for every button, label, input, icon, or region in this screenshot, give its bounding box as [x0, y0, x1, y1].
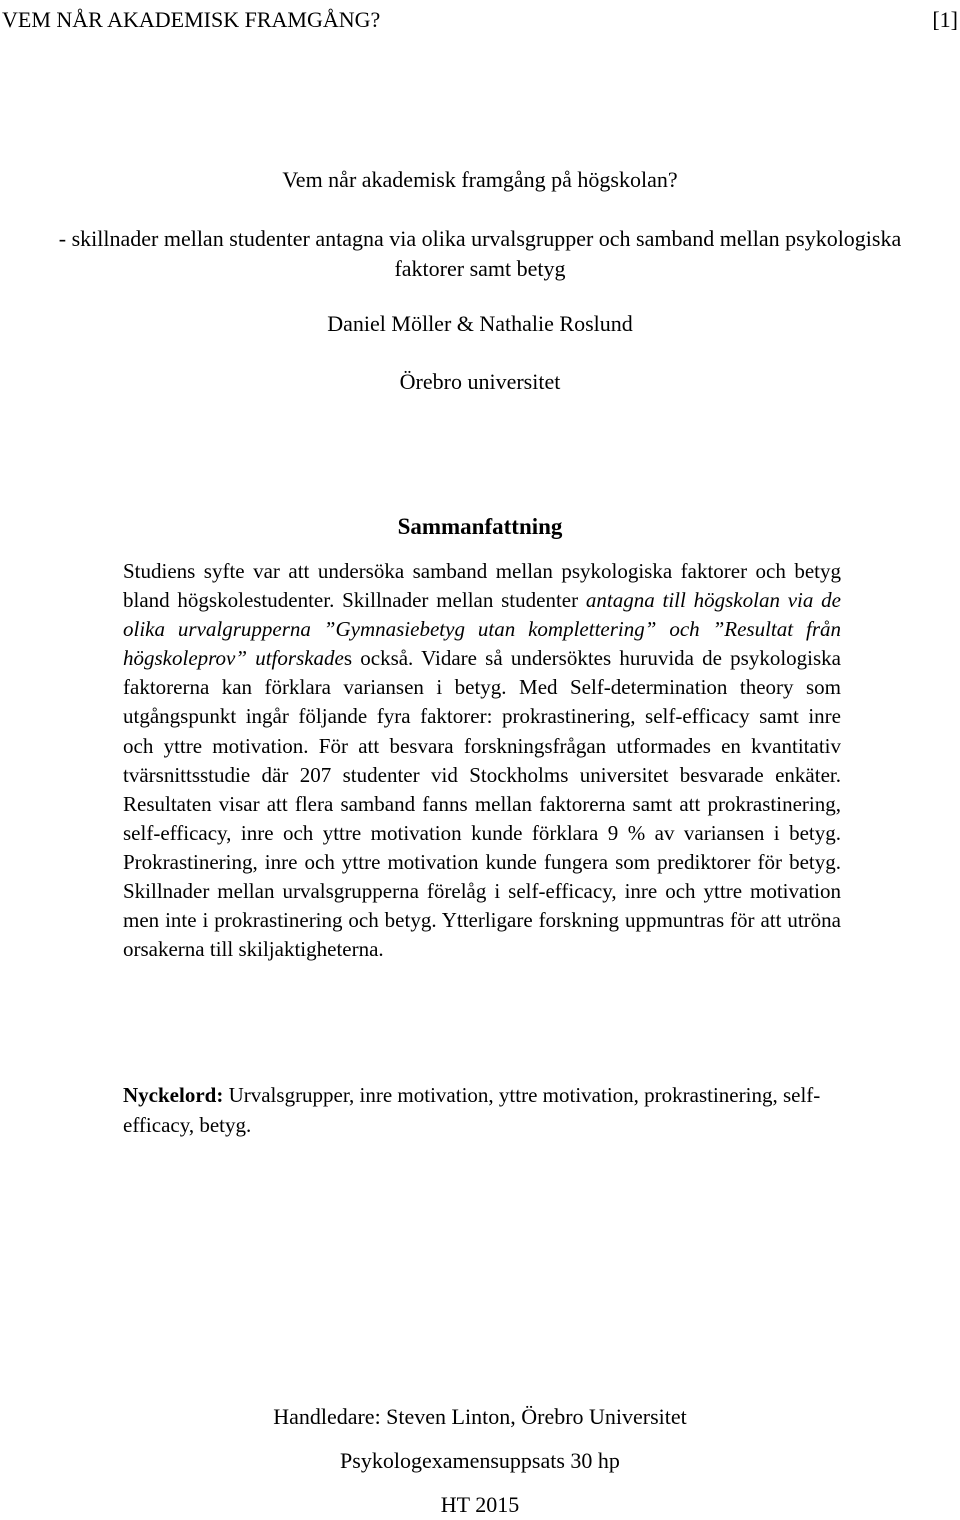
abstract-text-italic: antagna till högskolan via de olika urvalgrupperna ”Gymnasiebetyg utan komplettering” och ”Resultat från högskoleprov” utforskade	[123, 588, 841, 671]
abstract-text-part-2: s också. Vidare så undersöktes huruvida de psykologiska faktorerna kan förklara variansen i betyg. Med Self-determination theory som utgångspunkt ingår följande fyra faktorer: prokrastinering, self-efficacy samt inre och yttre motivation. För att besvara forskningsfrågan utformades en kvantitativ tvärsnittsstudie där 207 studenter vid Stockholms universitet besvarade enkäter. Resultaten visar att flera samband fanns mellan faktorerna samt att prokrastinering, self-efficacy, inre och yttre motivation kunde förklara 9 % av variansen i betyg. Prokrastinering, inre och yttre motivation kunde fungera som prediktorer för betyg. Skillnader mellan urvalsgrupperna förelåg i self-efficacy, inre och yttre motivation men inte i prokrastinering och betyg. Ytterligare forskning uppmuntras för att utröna orsakerna till skiljaktigheterna.	[123, 646, 842, 962]
keywords	[123, 1081, 841, 1140]
running-head	[0, 4, 960, 36]
abstract-body	[123, 557, 841, 964]
running-head-title: VEM NÅR AKADEMISK FRAMGÅNG?	[2, 7, 381, 32]
term: HT 2015	[440, 1492, 520, 1517]
institution: Örebro universitet	[399, 369, 561, 394]
program: Psykologexamensuppsats 30 hp	[340, 1448, 620, 1473]
authors: Daniel Möller & Nathalie Roslund	[327, 311, 633, 336]
abstract-heading: Sammanfattning	[397, 514, 563, 539]
keywords-label: Nyckelord:	[123, 1083, 224, 1107]
keywords-text: Urvalsgrupper, inre motivation, yttre motivation, prokrastinering, self-efficacy, betyg.	[123, 1083, 821, 1137]
thesis-title: Vem når akademisk framgång på högskolan?	[282, 167, 678, 192]
abstract-text-part-1: Studiens syfte var att undersöka samband mellan psykologiska faktorer och betyg bland högskolestudenter. Skillnader mellan studenter	[123, 559, 841, 613]
thesis-subtitle: - skillnader mellan studenter antagna via olika urvalsgrupper och samband mellan psykologiska faktorer samt betyg	[58, 226, 902, 281]
supervisor: Handledare: Steven Linton, Örebro Universitet	[273, 1404, 687, 1429]
page-number: [1]	[932, 7, 958, 32]
